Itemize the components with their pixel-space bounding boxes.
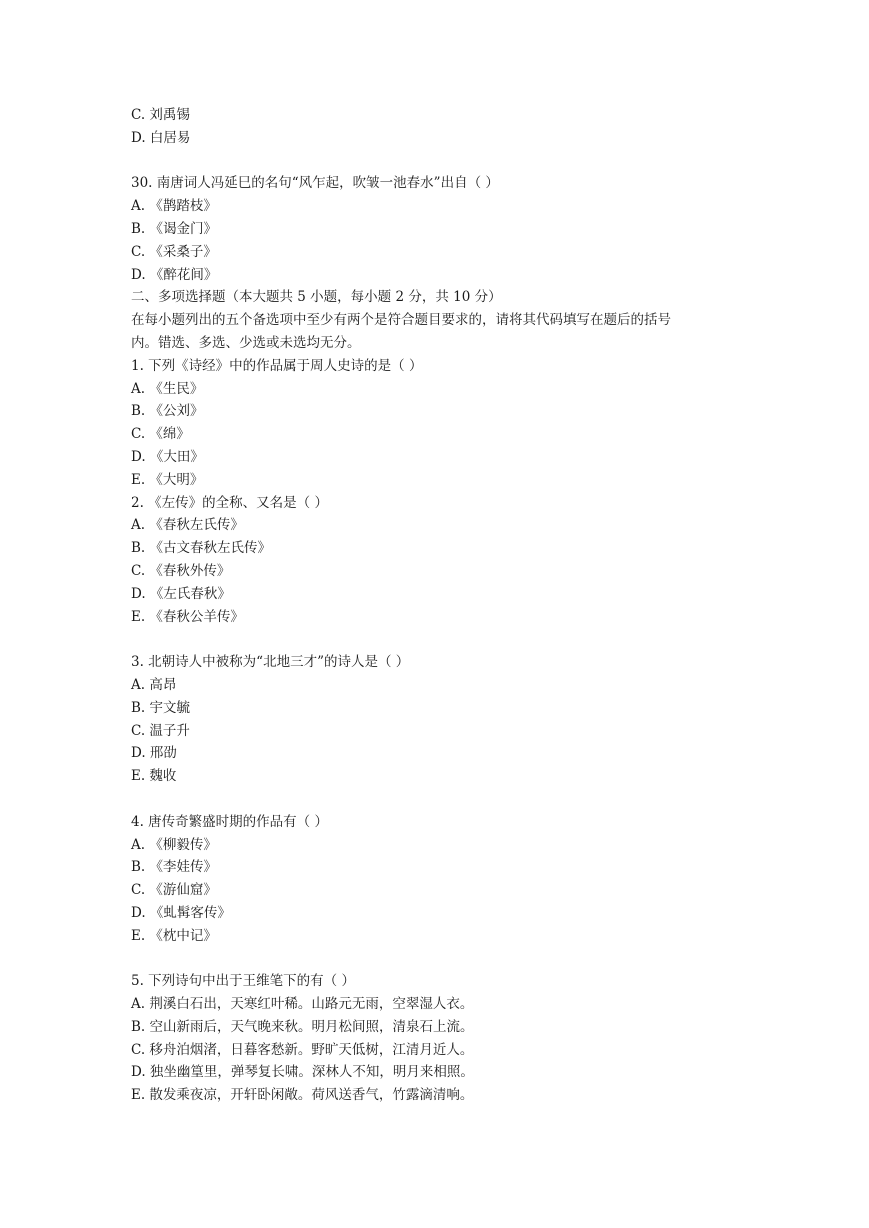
multi-question-4-option-c: C. 《游仙窟》	[131, 882, 217, 899]
multi-question-4-stem: 4. 唐传奇繁盛时期的作品有（ ）	[131, 813, 328, 830]
multi-question-2-stem: 2. 《左传》的全称、又名是（ ）	[131, 494, 328, 511]
multi-question-4-option-d: D. 《虬髯客传》	[131, 904, 231, 921]
question-30-option-c: C. 《采桑子》	[131, 243, 217, 260]
multi-question-3-option-b: B. 宇文毓	[131, 699, 191, 716]
multi-question-2-option-a: A. 《春秋左氏传》	[131, 517, 244, 534]
multi-question-4-option-a: A. 《柳毅传》	[131, 836, 217, 853]
multi-question-2-option-d: D. 《左氏春秋》	[131, 585, 231, 602]
section-2-instruction-line-2: 内。错选、多选、少选或未选均无分。	[131, 334, 361, 351]
multi-question-5-option-e: E. 散发乘夜凉，开轩卧闲敞。荷风送香气，竹露滴清响。	[131, 1087, 474, 1104]
multi-question-5-stem: 5. 下列诗句中出于王维笔下的有（ ）	[131, 973, 355, 990]
multi-question-3-option-a: A. 高昂	[131, 676, 177, 693]
multi-question-4-option-e: E. 《枕中记》	[131, 927, 217, 944]
spacer	[131, 947, 751, 970]
spacer	[131, 788, 751, 811]
question-30-stem: 30. 南唐词人冯延巳的名句“风乍起，吹皱一池春水”出自（ ）	[131, 175, 499, 192]
multi-question-2-option-b: B. 《古文春秋左氏传》	[131, 540, 272, 557]
multi-question-3-option-e: E. 魏收	[131, 768, 177, 785]
multi-question-1-option-b: B. 《公刘》	[131, 403, 204, 420]
question-30-option-b: B. 《谒金门》	[131, 220, 218, 237]
section-2-heading: 二、多项选择题（本大题共 5 小题，每小题 2 分，共 10 分）	[131, 289, 502, 306]
question-30-option-a: A. 《鹊踏枝》	[131, 198, 217, 215]
section-2-instruction-line-1: 在每小题列出的五个备选项中至少有两个是符合题目要求的，请将其代码填写在题后的括号	[131, 312, 671, 329]
multi-question-5-option-c: C. 移舟泊烟渚，日暮客愁新。野旷天低树，江清月近人。	[131, 1041, 474, 1058]
option-c: C. 刘禹锡	[131, 107, 190, 123]
spacer	[131, 628, 751, 651]
multi-question-1-option-c: C. 《绵》	[131, 426, 190, 443]
multi-question-2-option-c: C. 《春秋外传》	[131, 562, 231, 579]
multi-question-2-option-e: E. 《春秋公羊传》	[131, 608, 244, 625]
multi-question-5-option-d: D. 独坐幽篁里，弹琴复长啸。深林人不知，明月来相照。	[131, 1064, 474, 1081]
multi-question-1-option-d: D. 《大田》	[131, 448, 204, 465]
multi-question-3-option-d: D. 邢劭	[131, 745, 177, 762]
spacer	[131, 150, 751, 173]
multi-question-1-option-a: A. 《生民》	[131, 380, 204, 397]
multi-question-3-stem: 3. 北朝诗人中被称为“北地三才”的诗人是（ ）	[131, 654, 410, 671]
exam-page	[131, 104, 751, 1107]
multi-question-1-option-e: E. 《大明》	[131, 471, 204, 488]
multi-question-5-option-b: B. 空山新雨后，天气晚来秋。明月松间照，清泉石上流。	[131, 1018, 474, 1035]
multi-question-4-option-b: B. 《李娃传》	[131, 859, 218, 876]
multi-question-5-option-a: A. 荆溪白石出，天寒红叶稀。山路元无雨，空翠湿人衣。	[131, 996, 474, 1013]
multi-question-3-option-c: C. 温子升	[131, 722, 190, 739]
multi-question-1-stem: 1. 下列《诗经》中的作品属于周人史诗的是（ ）	[131, 357, 423, 374]
question-30-option-d: D. 《醉花间》	[131, 266, 218, 283]
option-d: D. 白居易	[131, 129, 191, 146]
